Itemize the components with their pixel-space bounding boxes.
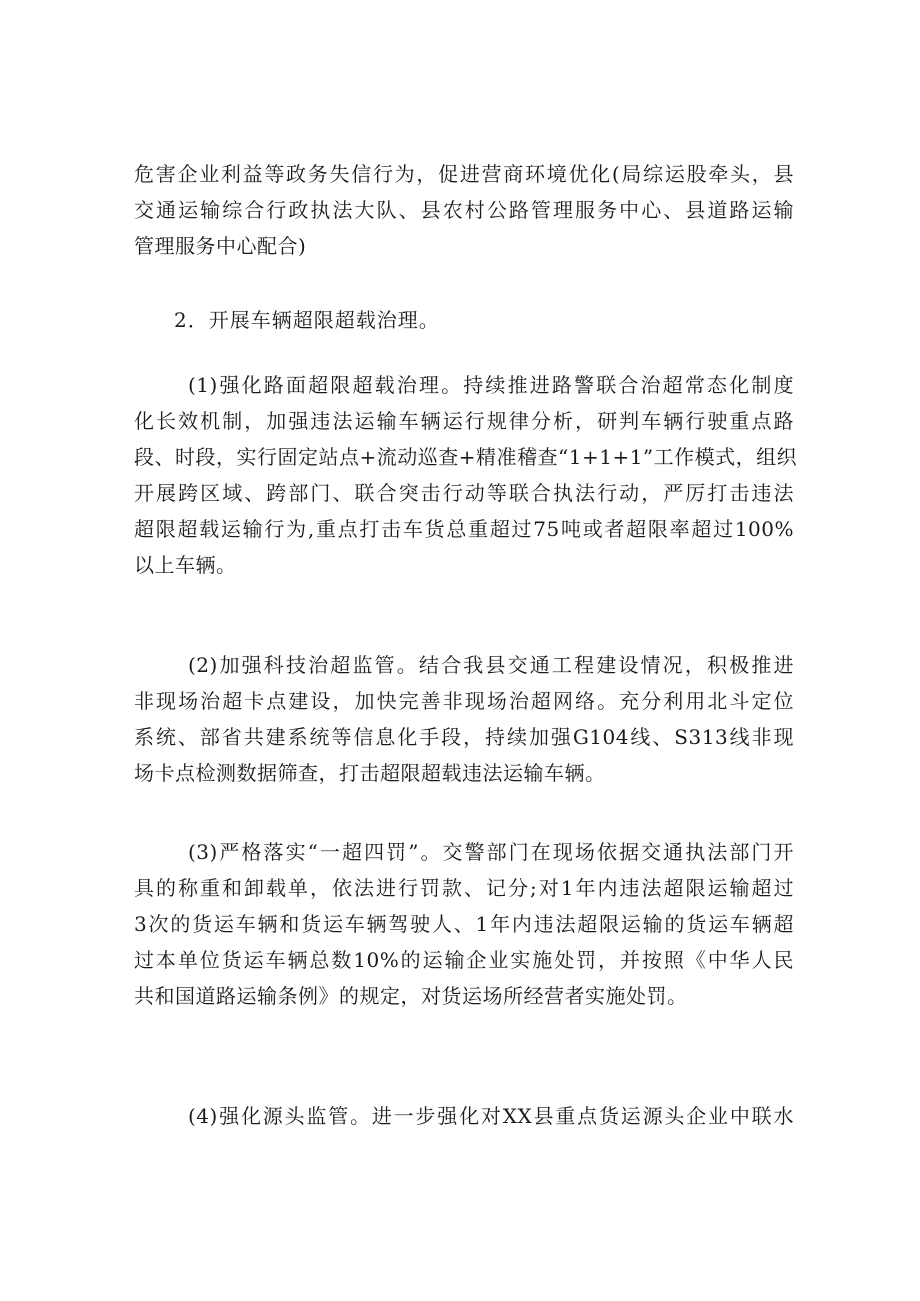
paragraph-item-4 (134, 1098, 794, 1134)
text-line: 具的称重和卸载单，依法进行罚款、记分;对1年内违法超限运输超过 (134, 876, 794, 900)
paragraph-item-3 (134, 834, 794, 1014)
text-line: 系统、部省共建系统等信息化手段，持续加强G104线、S313线非现 (134, 725, 794, 749)
text-line: 开展跨区域、跨部门、联合突击行动等联合执法行动，严厉打击违法 (134, 481, 794, 505)
text-line: 非现场治超卡点建设，加快完善非现场治超网络。充分利用北斗定位 (134, 689, 794, 713)
text-line: 交通运输综合行政执法大队、县农村公路管理服务中心、县道路运输 (134, 198, 794, 222)
text-line: 3次的货运车辆和货运车辆驾驶人、1年内违法超限运输的货运车辆超 (134, 912, 794, 936)
text-line: (3)严格落实“一超四罚”。交警部门在现场依据交通执法部门开 (188, 840, 794, 864)
text-line: 管理服务中心配合) (134, 234, 307, 258)
text-line: 过本单位货运车辆总数10%的运输企业实施处罚，并按照《中华人民 (134, 948, 794, 972)
text-line: 超限超载运输行为,重点打击车货总重超过75吨或者超限率超过100% (134, 517, 794, 541)
text-line: 场卡点检测数据筛查，打击超限超载违法运输车辆。 (134, 761, 606, 785)
text-line: 共和国道路运输条例》的规定，对货运场所经营者实施处罚。 (134, 984, 688, 1008)
text-line: (4)强化源头监管。进一步强化对XX县重点货运源头企业中联水 (188, 1104, 794, 1128)
text-line: 以上车辆。 (134, 553, 237, 577)
text-line: 化长效机制，加强违法运输车辆运行规律分析，研判车辆行驶重点路 (134, 409, 794, 433)
paragraph-intro-tail (134, 156, 794, 264)
text-line: (2)加强科技治超监管。结合我县交通工程建设情况，积极推进 (188, 653, 794, 677)
text-line: 段、时段，实行固定站点+流动巡查+精准稽查“1+1+1”工作模式，组织 (134, 445, 798, 469)
text-line: (1)强化路面超限超载治理。持续推进路警联合治超常态化制度 (188, 373, 794, 397)
paragraph-item-1 (134, 367, 798, 583)
paragraph-item-2 (134, 647, 794, 791)
section-heading: 2．开展车辆超限超载治理。 (174, 308, 440, 332)
text-line: 危害企业利益等政务失信行为，促进营商环境优化(局综运股牵头，县 (134, 162, 794, 186)
